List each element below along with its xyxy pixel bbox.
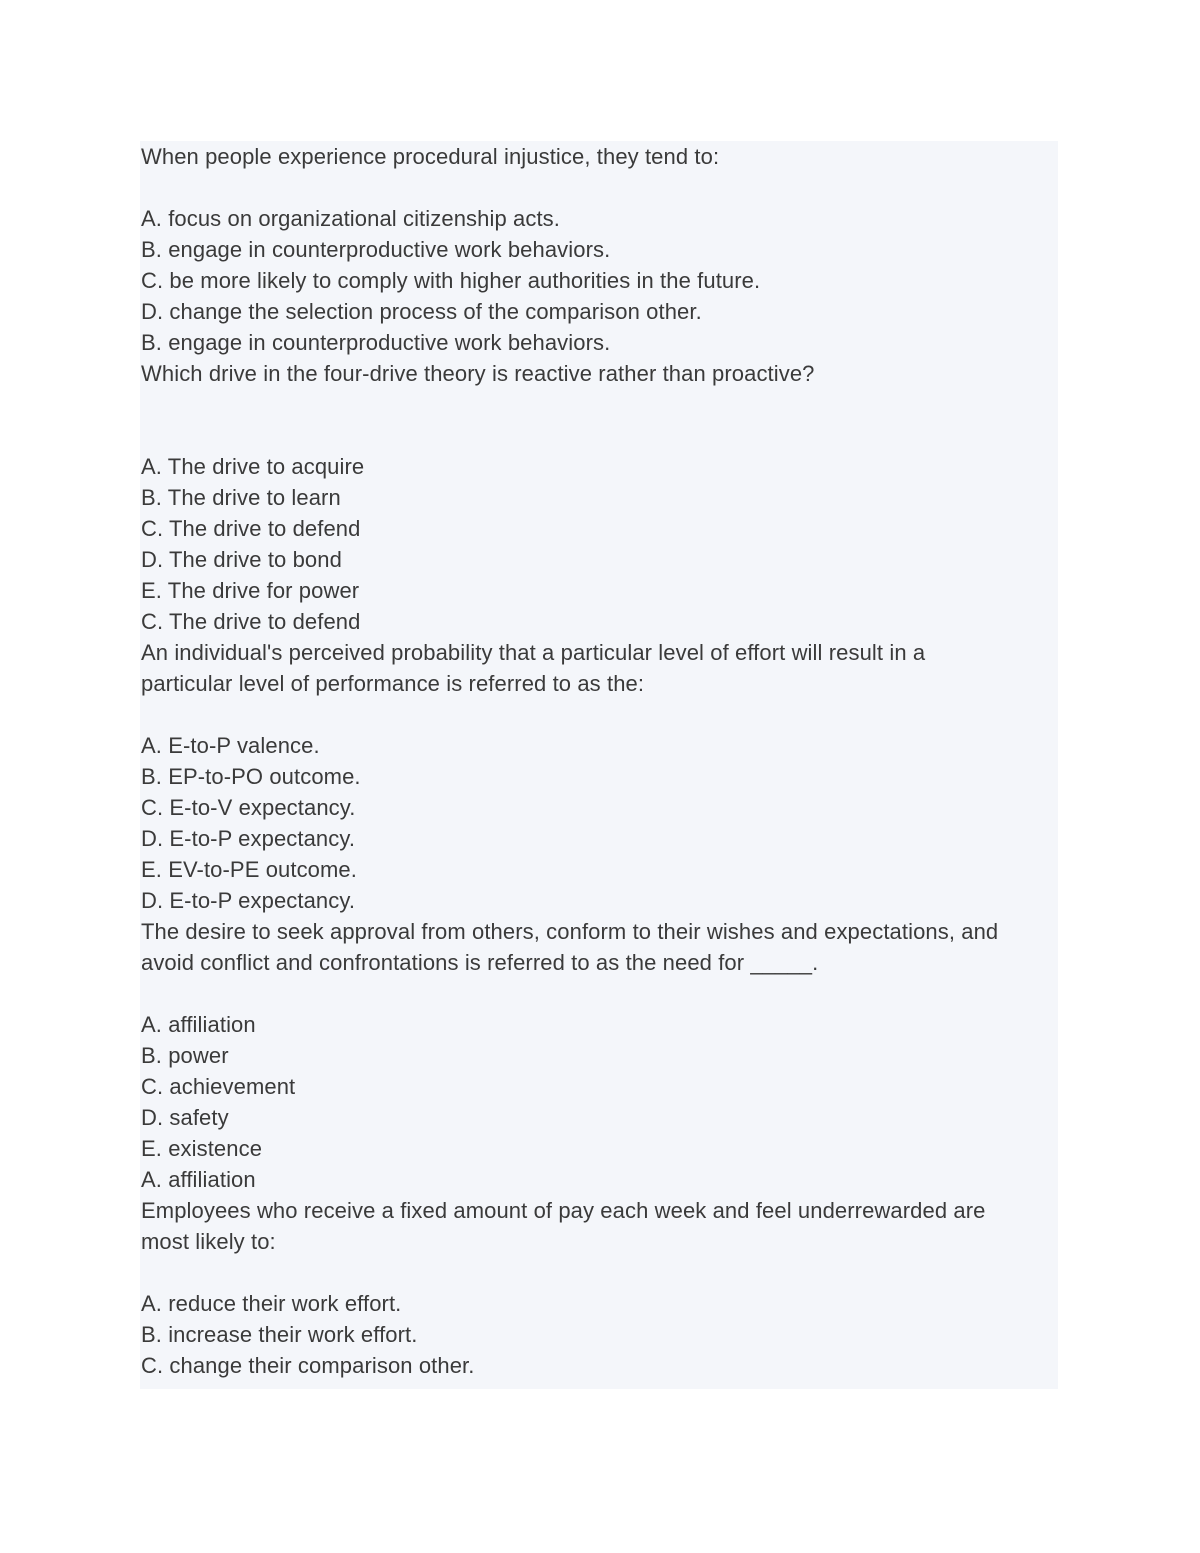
question-text: The desire to seek approval from others, conform to their wishes and expectations, and: [141, 919, 999, 944]
question-text: Which drive in the four-drive theory is reactive rather than proactive?: [141, 361, 815, 386]
question-block: [140, 637, 1058, 916]
question-text: most likely to:: [141, 1229, 276, 1254]
spacer: [140, 699, 1058, 730]
answer-option: E. EV-to-PE outcome.: [141, 857, 357, 882]
answer-option: A. E-to-P valence.: [141, 733, 320, 758]
answer-option: B. power: [141, 1043, 229, 1068]
answer-option: D. E-to-P expectancy.: [141, 826, 356, 851]
answer-option: B. The drive to learn: [141, 485, 341, 510]
answer-option: B. engage in counterproductive work behaviors.: [141, 237, 611, 262]
answer-option: C. achievement: [141, 1074, 296, 1099]
question-block: [140, 916, 1058, 1195]
question-text: avoid conflict and confrontations is referred to as the need for _____.: [141, 950, 819, 975]
question-block: [140, 358, 1058, 637]
answer-option: C. change their comparison other.: [141, 1353, 475, 1378]
answer-option: A. focus on organizational citizenship acts.: [141, 206, 560, 231]
answer-option: B. EP-to-PO outcome.: [141, 764, 361, 789]
correct-answer: D. E-to-P expectancy.: [141, 888, 356, 913]
document-body: [140, 141, 1058, 1389]
answer-option: A. reduce their work effort.: [141, 1291, 402, 1316]
question-text: An individual's perceived probability that a particular level of effort will result in a: [141, 640, 926, 665]
correct-answer: B. engage in counterproductive work behaviors.: [141, 330, 611, 355]
spacer: [140, 389, 1058, 451]
question-text: When people experience procedural injustice, they tend to:: [141, 144, 720, 169]
answer-option: C. E-to-V expectancy.: [141, 795, 356, 820]
answer-option: B. increase their work effort.: [141, 1322, 418, 1347]
answer-option: A. The drive to acquire: [141, 454, 365, 479]
question-block: [140, 1195, 1058, 1381]
question-text: particular level of performance is referred to as the:: [141, 671, 645, 696]
answer-option: D. safety: [141, 1105, 229, 1130]
question-block: [140, 141, 1058, 358]
answer-option: C. The drive to defend: [141, 516, 361, 541]
spacer: [140, 1257, 1058, 1288]
correct-answer: A. affiliation: [141, 1167, 256, 1192]
spacer: [140, 978, 1058, 1009]
answer-option: E. The drive for power: [141, 578, 360, 603]
spacer: [140, 172, 1058, 203]
question-text: Employees who receive a fixed amount of pay each week and feel underrewarded are: [141, 1198, 986, 1223]
answer-option: C. be more likely to comply with higher authorities in the future.: [141, 268, 761, 293]
answer-option: A. affiliation: [141, 1012, 256, 1037]
answer-option: D. change the selection process of the comparison other.: [141, 299, 702, 324]
answer-option: E. existence: [141, 1136, 263, 1161]
answer-option: D. The drive to bond: [141, 547, 342, 572]
correct-answer: C. The drive to defend: [141, 609, 361, 634]
